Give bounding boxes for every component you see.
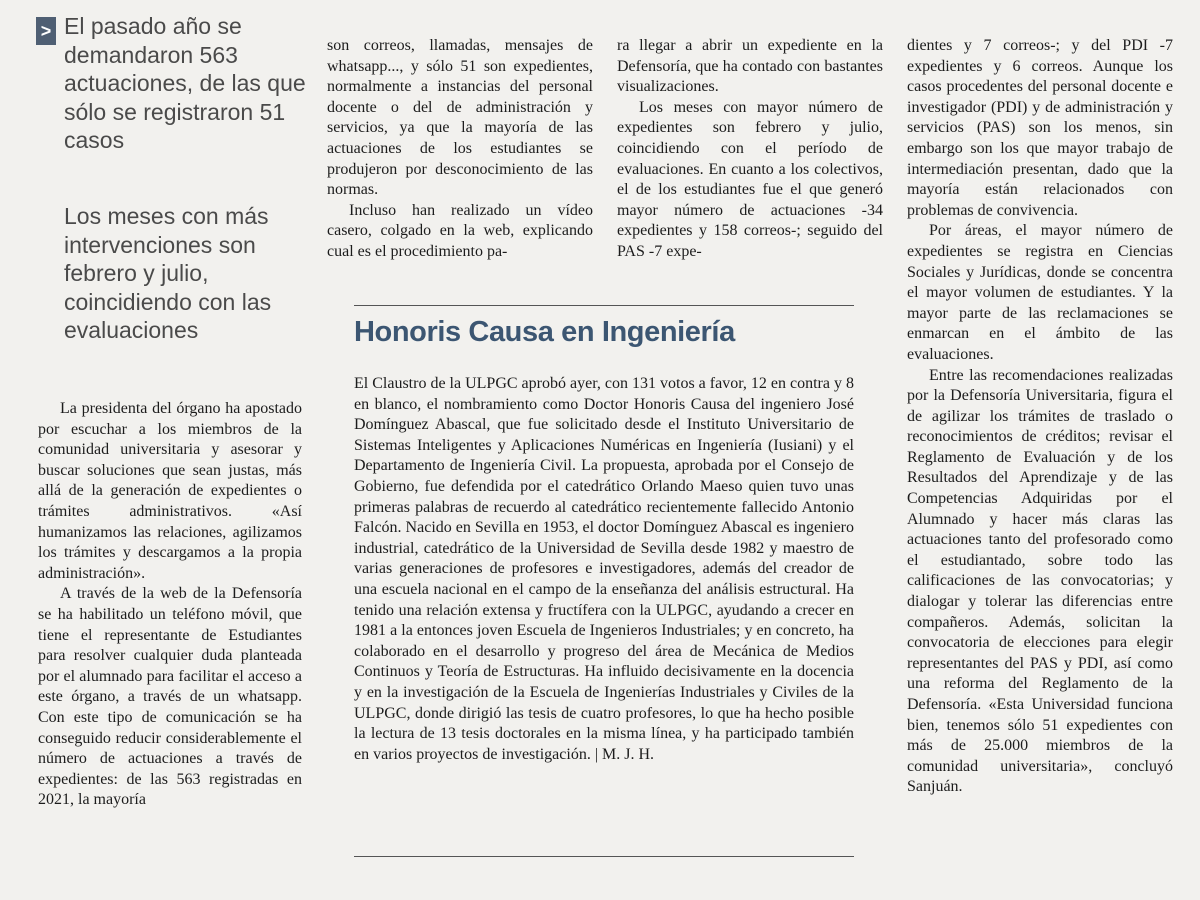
article-column-1 bbox=[38, 399, 302, 811]
paragraph: A través de la web de la Defensoría se ha habilitado un teléfono móvil, que tiene el representante de Estudiantes para resolver cualquier duda planteada por el alumnado para facilitar el acceso a este órgano, a través de un whatsapp. Con este tipo de comunicación se ha conseguido reducir considerablemente el número de actuaciones a través de expedientes: de las 563 registradas en 2021, la mayoría bbox=[38, 585, 302, 809]
box-bottom-rule bbox=[354, 856, 854, 857]
pullquote-2: Los meses con más intervenciones son febrero y julio, coincidiendo con las evaluaciones bbox=[64, 203, 272, 343]
pullquote-arrow-icon: > bbox=[36, 17, 56, 45]
pullquote-1: El pasado año se demandaron 563 actuaciones, de las que sólo se registraron 51 casos bbox=[64, 13, 306, 153]
paragraph: Entre las recomendaciones realizadas por la Defensoría Universitaria, figura el de agilizar los trámites de traslado o reconocimientos de créditos; revisar el Reglamento de Evaluación y de los Resultados del Aprendizaje y de las Competencias Adquiridas por el Alumnado y hacer más claras las actuaciones tanto del profesorado como el estudiantado, sobre todo las calificaciones de las convocatorias; y dialogar y tolerar las diferencias entre compañeros. Además, solicitan la convocatoria de elecciones para elegir representantes del PAS y PDI, así como una reforma del Reglamento de la Defensoría. «Esta Universidad funciona bien, tenemos sólo 51 expedientes con más de 25.000 miembros de la comunidad universitaria», concluyó Sanjuán. bbox=[907, 366, 1173, 796]
paragraph: La presidenta del órgano ha apostado por escuchar a los miembros de la comunidad universitaria y asesorar y buscar soluciones que sean justas, más allá de la generación de expedientes o trámites administrativos. «Así humanizamos las relaciones, agilizamos los trámites y descargamos a la propia administración». bbox=[38, 400, 302, 582]
article-column-3 bbox=[617, 36, 883, 263]
article-column-2 bbox=[327, 36, 593, 263]
box-title: Honoris Causa en Ingeniería bbox=[354, 316, 735, 348]
paragraph: dientes y 7 correos-; y del PDI -7 expedientes y 6 correos. Aunque los casos procedentes del personal docente e investigador (PDI) y de administración y servicios (PAS) son los menos, sin embargo son los que mayor trabajo de intermediación presentan, dado que la mayoría están relacionados con problemas de convivencia. bbox=[907, 37, 1173, 219]
paragraph: Los meses con mayor número de expedientes son febrero y julio, coincidiendo con el período de evaluaciones. En cuanto a los colectivos, el de los estudiantes fue el que generó mayor número de actuaciones -34 expedientes y 158 correos-; seguido del PAS -7 expe- bbox=[617, 98, 883, 260]
box-body bbox=[354, 374, 854, 765]
paragraph: El Claustro de la ULPGC aprobó ayer, con 131 votos a favor, 12 en contra y 8 en blanco, el nombramiento como Doctor Honoris Causa del ingeniero José Domínguez Abascal, que fue solicitado desde el Instituto Universitario de Sistemas Inteligentes y Aplicaciones Numéricas en Ingeniería (Iusiani) y el Departamento de Ingeniería Civil. La propuesta, aprobada por el Consejo de Gobierno, fue defendida por el catedrático Orlando Maeso quien tuvo unas primeras palabras de recuerdo al catedrático recientemente fallecido Antonio Falcón. Nacido en Sevilla en 1953, el doctor Domínguez Abascal es ingeniero industrial, catedrático de la Universidad de Sevilla desde 1982 y maestro de varias generaciones de profesores e investigadores, además del creador de una escuela nacional en el campo de la enseñanza del análisis estructural. Ha tenido una relación extensa y fructífera con la ULPGC, ayudando a crecer en 1981 a la entonces joven Escuela de Ingenieros Industriales; y en concreto, ha colaborado en el desarrollo y progreso del área de Mecánica de Medios Continuos y Teoría de Estructuras. Ha influido decisivamente en la docencia y en la investigación de la Escuela de Ingenierías Industriales y Civiles de la ULPGC, donde dirigió las tesis de cuatro profesores, lo que ha hecho posible la lectura de 13 tesis doctorales en la misma línea, y ha participado también en varios proyectos de investigación. | M. J. H. bbox=[354, 375, 854, 763]
paragraph: son correos, llamadas, mensajes de whatsapp..., y sólo 51 son expedientes, normalmente a instancias del personal docente o del de administración y servicios, ya que la mayoría de las actuaciones de los estudiantes se produjeron por desconocimiento de las normas. bbox=[327, 37, 593, 199]
article-column-4 bbox=[907, 36, 1173, 798]
box-top-rule bbox=[354, 305, 854, 306]
paragraph: Incluso han realizado un vídeo casero, colgado en la web, explicando cual es el procedimiento pa- bbox=[327, 201, 593, 260]
paragraph: ra llegar a abrir un expediente en la Defensoría, que ha contado con bastantes visualizaciones. bbox=[617, 37, 883, 96]
paragraph: Por áreas, el mayor número de expedientes se registra en Ciencias Sociales y Jurídicas, donde se concentra el mayor volumen de estudiantes. Y la mayor parte de las reclamaciones se enmarcan en el ámbito de las evaluaciones. bbox=[907, 222, 1173, 363]
